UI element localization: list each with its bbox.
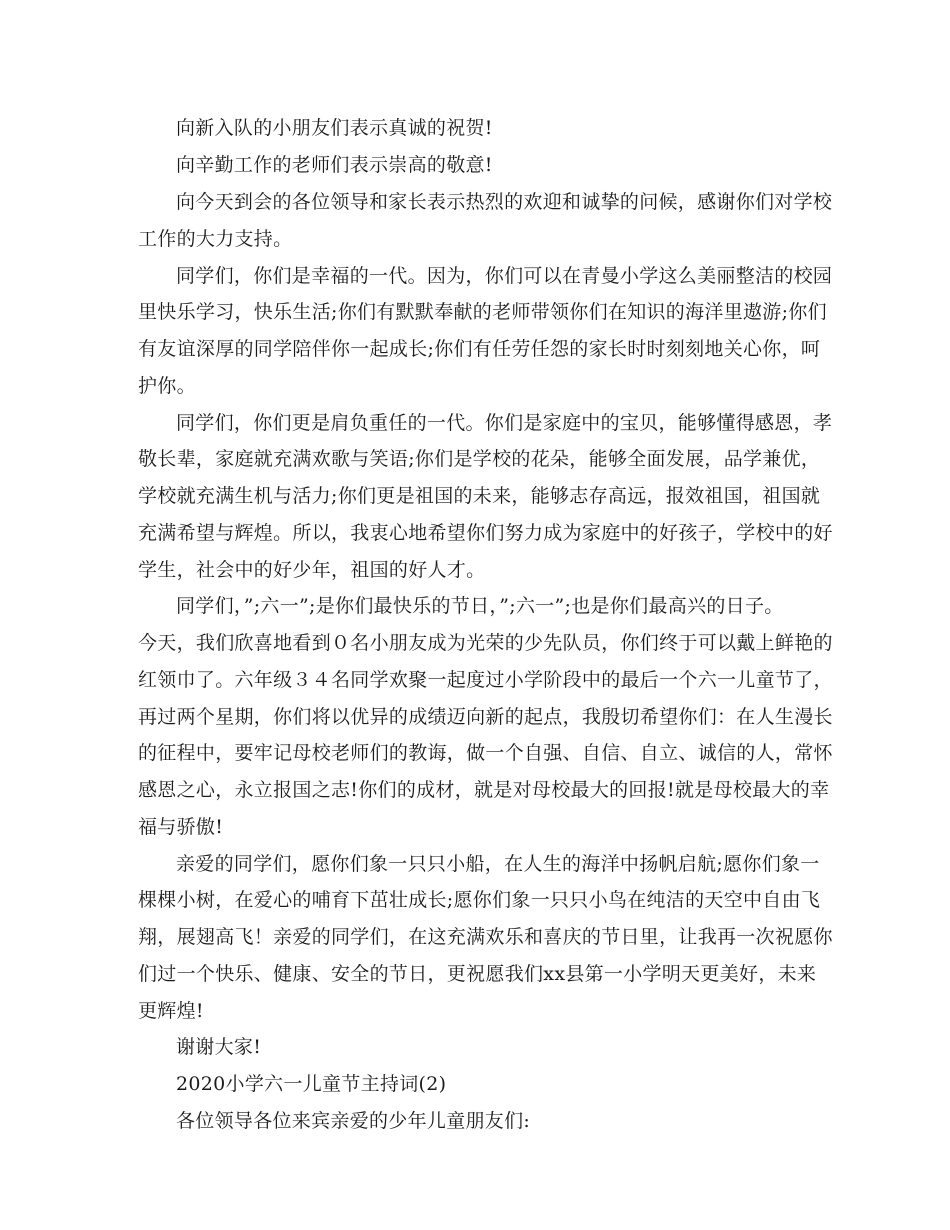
text-line: 向今天到会的各位领导和家长表示热烈的欢迎和诚挚的问候，感谢你们对学校 — [176, 191, 833, 213]
text-line: 的征程中，要牢记母校老师们的教诲，做一个自强、自信、自立、诚信的人，常怀 — [138, 742, 833, 764]
text-line: 里快乐学习，快乐生活;你们有默默奉献的老师带领你们在知识的海洋里遨游;你们 — [138, 301, 827, 323]
text-line: 同学们，你们是幸福的一代。因为，你们可以在青曼小学这么美丽整洁的校园 — [176, 265, 833, 287]
text-line: 福与骄傲! — [138, 816, 224, 838]
text-line: 今天，我们欣喜地看到０名小朋友成为光荣的少先队员，你们终于可以戴上鲜艳的 — [138, 632, 833, 654]
text-line: 谢谢大家! — [176, 1036, 262, 1058]
text-line: 护你。 — [138, 375, 196, 397]
text-line: 红领巾了。六年级３４名同学欢聚一起度过小学阶段中的最后一个六一儿童节了， — [138, 669, 833, 691]
text-line: 工作的大力支持。 — [138, 228, 293, 250]
text-line: 们过一个快乐、健康、安全的节日，更祝愿我们xx县第一小学明天更美好，未来 — [138, 963, 817, 985]
text-line: 2020小学六一儿童节主持词(2) — [176, 1073, 447, 1095]
text-line: 更辉煌! — [138, 1000, 204, 1022]
text-line: 同学们，”;六一”;是你们最快乐的节日，”;六一”;也是你们最高兴的日子。 — [176, 595, 784, 617]
text-line: 棵棵小树，在爱心的哺育下茁壮成长;愿你们象一只只小鸟在纯洁的天空中自由飞 — [138, 889, 821, 911]
text-line: 各位领导各位来宾亲爱的少年儿童朋友们: — [176, 1110, 531, 1132]
text-line: 再过两个星期，你们将以优异的成绩迈向新的起点，我殷切希望你们：在人生漫长 — [138, 706, 833, 728]
text-line: 同学们，你们更是肩负重任的一代。你们是家庭中的宝贝，能够懂得感恩，孝 — [176, 412, 833, 434]
text-line: 学校就充满生机与活力;你们更是祖国的未来，能够志存高远，报效祖国，祖国就 — [138, 485, 821, 507]
text-line: 亲爱的同学们，愿你们象一只只小船，在人生的海洋中扬帆启航;愿你们象一 — [176, 853, 820, 875]
text-line: 充满希望与辉煌。所以，我衷心地希望你们努力成为家庭中的好孩子，学校中的好 — [138, 522, 833, 544]
text-line: 翔，展翅高飞！亲爱的同学们，在这充满欢乐和喜庆的节日里，让我再一次祝愿你 — [138, 926, 833, 948]
text-line: 向新入队的小朋友们表示真诚的祝贺! — [176, 117, 493, 139]
text-line: 感恩之心，永立报国之志!你们的成材，就是对母校最大的回报!就是母校最大的幸 — [138, 779, 830, 801]
text-line: 敬长辈，家庭就充满欢歌与笑语;你们是学校的花朵，能够全面发展，品学兼优， — [138, 448, 821, 470]
text-line: 向辛勤工作的老师们表示崇高的敬意! — [176, 154, 493, 176]
text-line: 有友谊深厚的同学陪伴你一起成长;你们有任劳任怨的家长时时刻刻地关心你，呵 — [138, 338, 821, 360]
text-line: 学生，社会中的好少年，祖国的好人才。 — [138, 559, 486, 581]
